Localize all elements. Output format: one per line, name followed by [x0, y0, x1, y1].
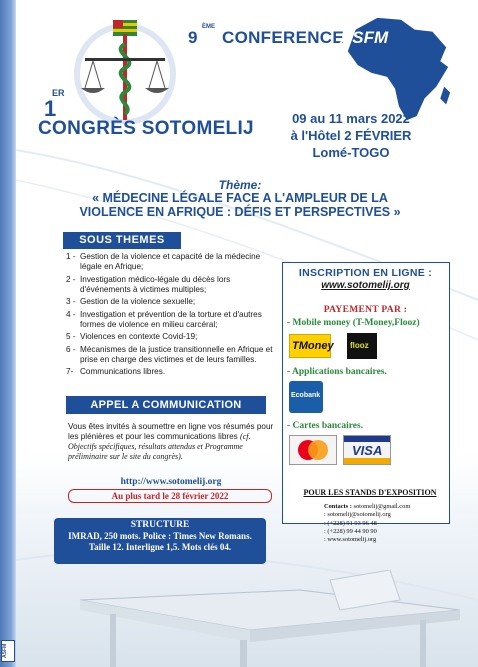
autopsy-table-illustration: [70, 570, 470, 667]
conference-text: CONFERENCE: [222, 28, 345, 47]
payment-card-label: - Cartes bancaires.: [287, 421, 364, 431]
appel-text: [68, 422, 274, 462]
appel-banner: APPEL A COMMUNICATION: [66, 396, 266, 414]
event-dates: 09 au 11 mars 2022: [292, 111, 410, 126]
inscription-link[interactable]: www.sotomelij.org: [321, 280, 410, 291]
sous-themes-list: [66, 252, 276, 380]
payment-title: PAYEMENT PAR :: [323, 305, 408, 315]
payment-bank-label: - Applications bancaires.: [287, 367, 387, 377]
structure-line-1: IMRAD, 250 mots. Police : Times New Romans.: [68, 531, 252, 541]
stands-title: POUR LES STANDS D'EXPOSITION: [303, 488, 437, 497]
contact-phone-1: : (+228) 91 03 96 48: [324, 519, 377, 527]
conference-number: 9: [188, 28, 198, 47]
publisher-logo: ASFM: [1, 640, 15, 662]
contact-web: : www.sotomelij.org: [324, 536, 377, 544]
mastercard-logo-icon: [289, 435, 337, 465]
structure-line-2: Taille 12. Interligne 1,5. Mots clés 04.: [88, 542, 232, 552]
list-item: 2 - Investigation médico-légale du décès lors d'événements à victimes multiples;: [66, 274, 231, 294]
left-decorative-strip: [0, 0, 16, 667]
contacts-block: [324, 503, 454, 544]
inscription-title: INSCRIPTION EN LIGNE :: [298, 267, 433, 279]
asfm-label: ASFM: [340, 28, 389, 47]
congres-ordinal: ER: [52, 88, 65, 98]
structure-title: STRUCTURE: [130, 520, 190, 530]
theme-line-1: « MÉDECINE LÉGALE FACE A L'AMPLEUR DE LA: [92, 191, 388, 205]
list-item: 1 - Gestion de la violence et capacité de la médecine légale en Afrique;: [66, 252, 261, 271]
theme-heading: Thème:: [218, 178, 262, 192]
theme-title: [40, 191, 440, 219]
congres-name: CONGRÈS SOTOMELIJ: [38, 118, 254, 139]
appel-body: Vous êtes invités à soumettre en ligne vos résumés pour les plénières et pour les communications libres: [68, 422, 274, 441]
event-details: [246, 110, 456, 161]
event-venue: à l'Hôtel 2 FÉVRIER: [290, 128, 412, 143]
appel-note: (cf. Objectifs spécifiques, résultats attendus et Programme préliminaire sur le site du congrès).: [68, 432, 251, 461]
payment-mobile-label: - Mobile money (T-Money,Flooz): [287, 318, 420, 328]
list-item: 7- Communications libres.: [66, 367, 166, 376]
list-item: 5 - Violences en contexte Covid-19;: [66, 332, 198, 341]
event-city: Lomé-TOGO: [312, 145, 390, 160]
list-item: 3 - Gestion de la violence sexuelle;: [66, 297, 196, 306]
contact-phone-2: : (+228) 99 44 90 90: [324, 527, 377, 535]
deadline-badge: Au plus tard le 28 février 2022: [68, 489, 272, 503]
website-link[interactable]: http://www.sotomelij.org: [120, 477, 222, 487]
structure-box: [54, 518, 266, 564]
sotomelij-emblem: [55, 14, 198, 124]
sous-themes-banner: SOUS THEMES: [63, 232, 181, 249]
contact-email-1: Contacts : sotomelij@gmail.com: [324, 503, 411, 510]
tmoney-logo-icon: TMoney: [289, 334, 331, 358]
list-item: 6 - Mécanismes de la justice transitionnelle en Afrique et prise en charge des victimes et de leurs familles.: [66, 344, 273, 364]
congres-number: 1: [44, 96, 57, 121]
list-item: 4 - Investigation et prévention de la torture et d'autres formes de violence en milieu carcéral;: [66, 309, 262, 329]
ecobank-logo-icon: Ecobank: [289, 381, 323, 413]
conference-title: [188, 24, 448, 64]
theme-line-2: VIOLENCE EN AFRIQUE : DÉFIS ET PERSPECTIVES »: [79, 205, 401, 219]
flooz-logo-icon: flooz: [347, 333, 377, 359]
inscription-box: [282, 262, 450, 524]
visa-logo-icon: VISA: [343, 435, 391, 465]
contact-email-2: : sotomelij@sotomelij.org: [324, 511, 391, 519]
conference-ordinal: ÈME: [202, 24, 216, 30]
